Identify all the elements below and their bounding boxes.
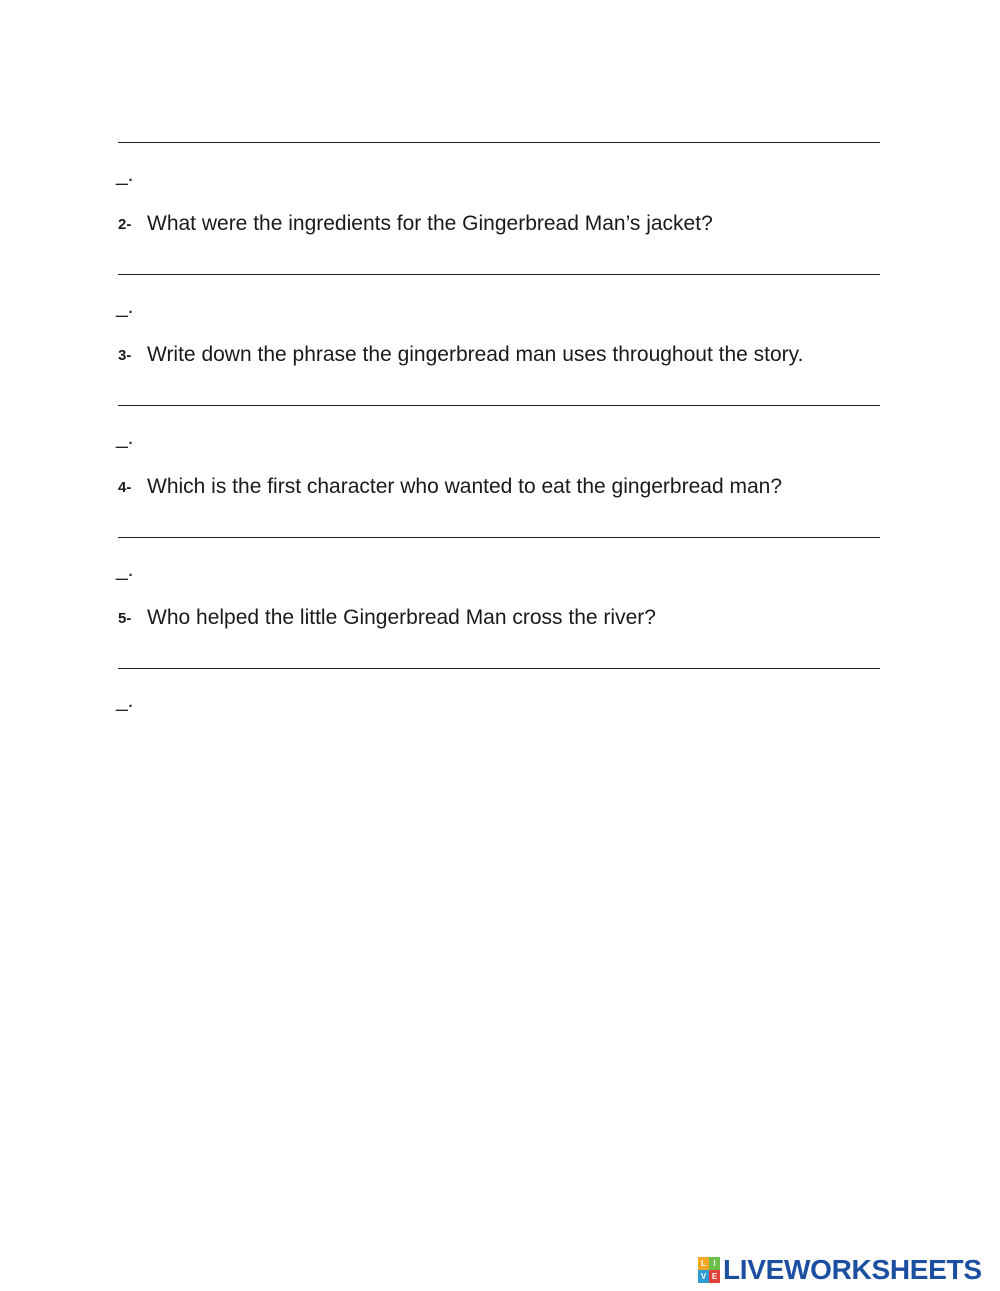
question-text: Who helped the little Gingerbread Man cross the river? (147, 606, 656, 629)
logo-icon-tile: E (709, 1270, 720, 1283)
question-4 (118, 476, 782, 497)
question-2 (118, 213, 713, 234)
answer-line[interactable] (118, 142, 880, 143)
question-number: 5- (118, 610, 132, 627)
logo-icon-tile: L (698, 1257, 709, 1270)
liveworksheets-logo-icon (698, 1257, 720, 1283)
answer-line-end: _. (116, 426, 134, 449)
answer-line-end: _. (116, 295, 134, 318)
question-5 (118, 607, 656, 628)
question-number: 4- (118, 479, 132, 496)
answer-line-end: _. (116, 689, 134, 712)
logo-icon-tile: V (698, 1270, 709, 1283)
question-text: Which is the first character who wanted to eat the gingerbread man? (147, 475, 783, 498)
liveworksheets-logo[interactable] (698, 1255, 982, 1285)
question-text: What were the ingredients for the Gingerbread Man’s jacket? (147, 212, 713, 235)
answer-line[interactable] (118, 668, 880, 669)
question-text: Write down the phrase the gingerbread man uses throughout the story. (147, 343, 804, 366)
liveworksheets-logo-text: LIVEWORKSHEETS (723, 1254, 982, 1285)
answer-line-end: _. (116, 163, 134, 186)
question-3 (118, 344, 803, 365)
answer-line-end: _. (116, 558, 134, 581)
answer-line[interactable] (118, 274, 880, 275)
question-number: 2- (118, 216, 132, 233)
question-number: 3- (118, 347, 132, 364)
answer-line[interactable] (118, 537, 880, 538)
answer-line[interactable] (118, 405, 880, 406)
logo-icon-tile: I (709, 1257, 720, 1270)
